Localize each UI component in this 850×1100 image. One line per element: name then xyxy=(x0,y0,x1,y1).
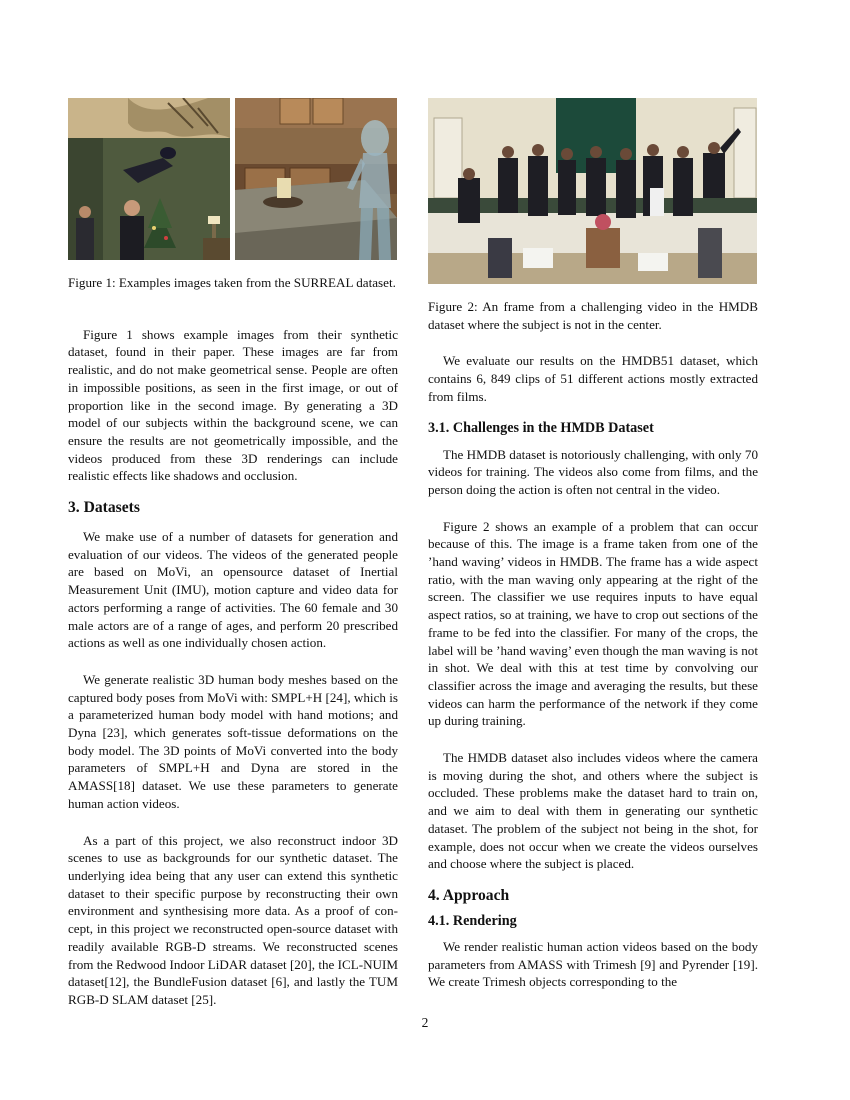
right-paragraph-2: The HMDB dataset is notoriously challenging, with only 70 videos for training. The videos also come from films, and the person doing the action is often not central in the video. xyxy=(428,446,758,497)
figure1-image-kitchen xyxy=(235,98,397,260)
right-column xyxy=(428,98,758,991)
figure2-image-choir xyxy=(428,98,757,284)
left-paragraph-3: We generate realistic 3D human body meshes based on the captured body poses from MoVi with: SMPL+H [24], which is a parameterized human body model with hand motions; and Dyna [23], which generates soft-tissue deformations on the body model. The 3D points of MoVi converted into the body parameters of SMPL+H and Dyna are stored in the AMASS[18] dataset. We use these parameters to generate human action videos. xyxy=(68,671,398,811)
figure1-caption: Figure 1: Examples images taken from the SURREAL dataset. xyxy=(68,275,396,290)
figure1-images xyxy=(68,98,398,260)
right-paragraph-5: We render realistic human action videos based on the body parameters from AMASS with Trimesh [9] and Pyrender [19]. We create Trimesh objects corresponding to the xyxy=(428,938,758,990)
figure1-image-livingroom xyxy=(68,98,230,260)
section-3-heading: 3. Datasets xyxy=(68,499,140,517)
figure2-caption: Figure 2: An frame from a challenging video in the HMDB dataset where the subject is not in the center. xyxy=(428,299,758,332)
right-paragraph-1: We evaluate our results on the HMDB51 dataset, which contains 6, 849 clips of 51 different actions mostly extracted from films. xyxy=(428,353,758,404)
section-4-1-heading: 4.1. Rendering xyxy=(428,912,517,929)
section-4-heading: 4. Approach xyxy=(428,886,510,904)
right-paragraph-4: The HMDB dataset also includes videos where the camera is moving during the shot, and others where the subject is occluded. These problems make the dataset hard to train on, and we aim to deal with them in generating our synthetic dataset. The problem of the subject not being in the shot, for example, does not occur when we create the videos ourselves and choose where the subject is placed. xyxy=(428,750,758,872)
page-number: 2 xyxy=(421,1015,429,1030)
left-paragraph-2: We make use of a number of datasets for generation and evaluation of our videos. The videos of the generated people are based on MoVi, an opensource dataset of Inertial Measurement Unit (IMU), motion capture and video data for actors performing a range of activities. The 60 female and 30 male actors are of a range of ages, and perform 20 prescribed actions as well as one individually chosen action. xyxy=(68,529,398,651)
right-paragraph-3: Figure 2 shows an example of a problem that can occur because of this. The image is a frame taken from one of the ’hand waving’ videos in HMDB. The frame has a wide aspect ratio, with the man waving only appearing at the right of the screen. The classifier we use requires inputs to have equal aspect ratios, so at training, we have to crop out sections of the frame to be fed into the classifier. For many of the crops, the label will be ’hand waving’ even though the man waving is not in shot. We deal with this at test time by convolving our classifier across the image and averaging the results, but these videos can harm the performance of the network if they come up during training. xyxy=(428,518,758,729)
section-3-1-heading: 3.1. Challenges in the HMDB Dataset xyxy=(428,419,654,436)
left-paragraph-4: As a part of this project, we also reconstruct indoor 3D scenes to use as backgrounds for our synthetic dataset. The underlying idea being that any user can extend this synthetic dataset to their specific purpose by reconstructing their own environment and synthesising more data. As a proof of concept, in this project we reconstructed open-source dataset with readily available RGB-D streams. We reconstructed scenes from the Redwood Indoor LiDAR dataset [20], the ICL-NUIM dataset[12], the BundleFusion dataset [6], and lastly the TUM RGB-D SLAM dataset [25]. xyxy=(68,832,398,1007)
left-paragraph-1: Figure 1 shows example images from their synthetic dataset, found in their paper. These images are far from realistic, and do not make geometrical sense. People are often in impossible positions, as seen in the first image, or out of proportion like in the second image. By generating a 3D model of our subjects within the background scene, we can ensure the results are not geometrically impossible, and the videos produced from these 3D renderings can include realistic effects like shadows and occlusion. xyxy=(68,326,398,484)
left-column xyxy=(68,98,398,1009)
